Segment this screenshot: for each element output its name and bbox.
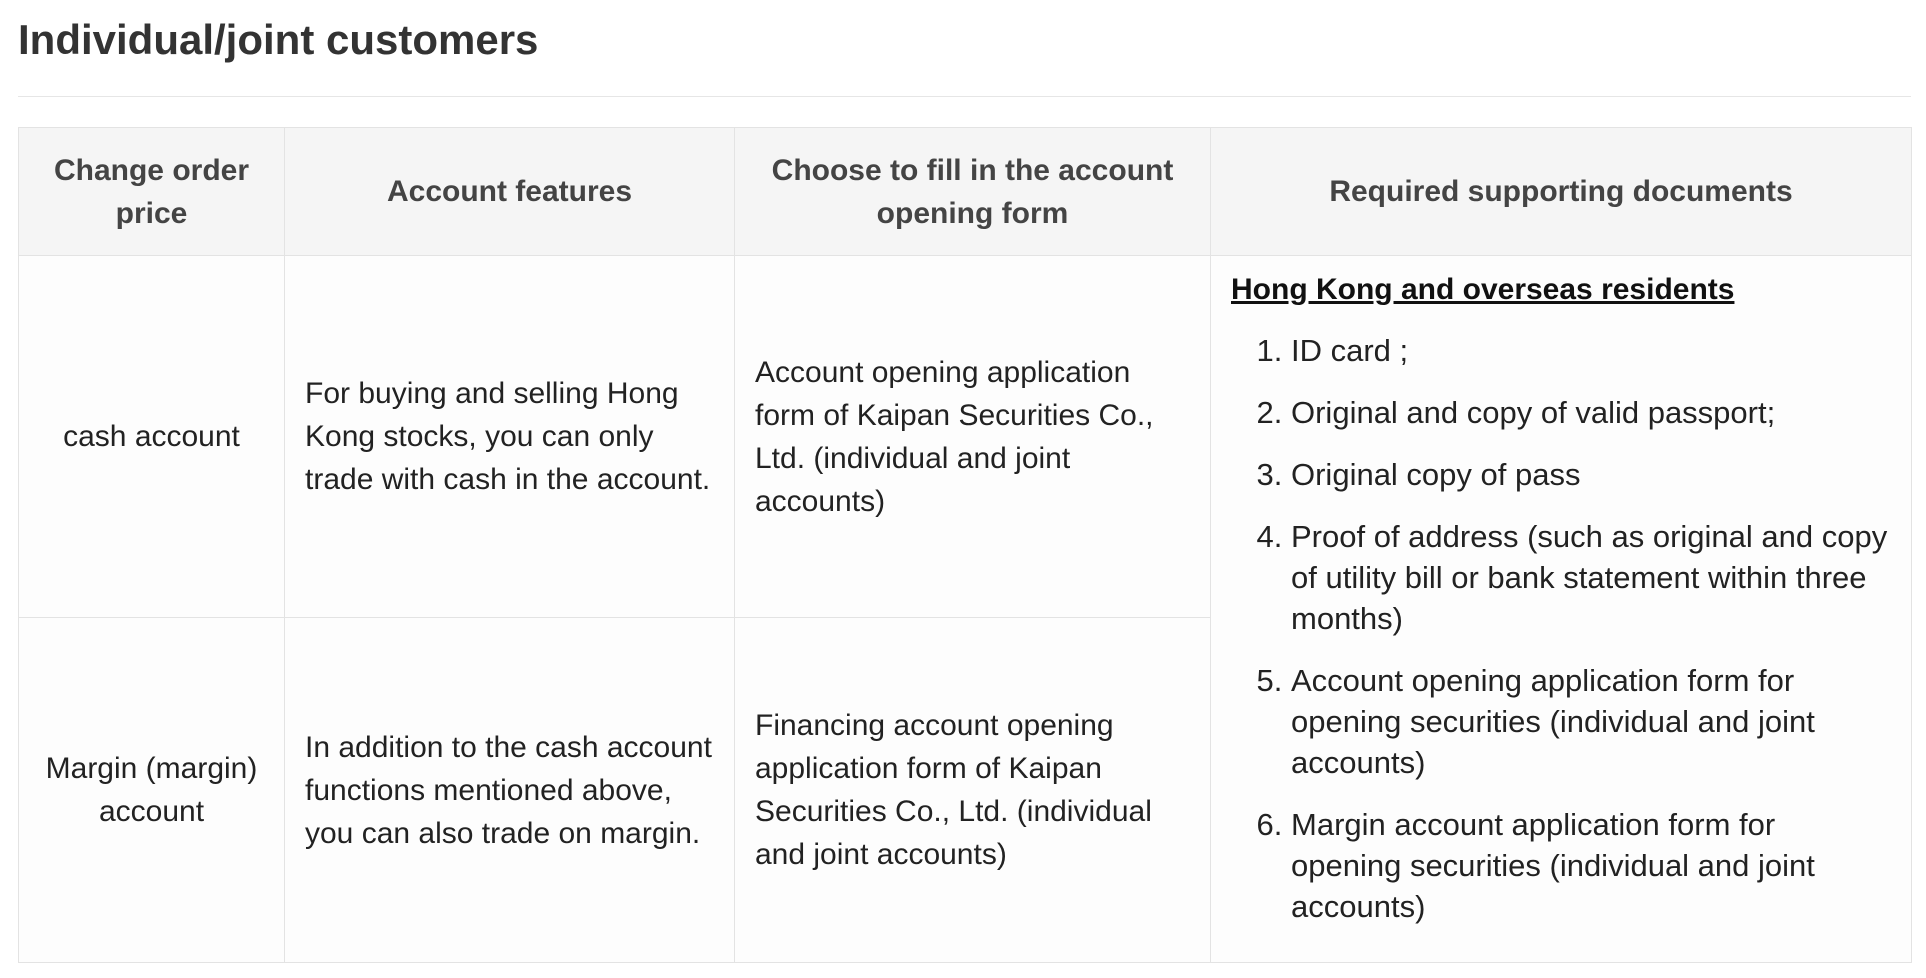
document-item-margin-form: 6. Margin account application form for opening securities (individual and joint accounts) xyxy=(1291,804,1891,927)
cell-account-type: Margin (margin) account xyxy=(19,618,285,963)
header-account-features: Account features xyxy=(285,128,735,256)
table-header-row xyxy=(19,128,1912,256)
cell-account-type: cash account xyxy=(19,256,285,618)
documents-heading: Hong Kong and overseas residents xyxy=(1231,273,1735,306)
header-required-documents: Required supporting documents xyxy=(1211,128,1912,256)
cell-account-features: In addition to the cash account functions mentioned above, you can also trade on margin. xyxy=(285,618,735,963)
account-types-table xyxy=(18,127,1912,963)
documents-list xyxy=(1231,330,1891,927)
page-title: Individual/joint customers xyxy=(18,16,539,63)
document-item-passport: 2. Original and copy of valid passport; xyxy=(1291,392,1891,433)
title-divider xyxy=(18,96,1911,97)
header-change-order-price: Change order price xyxy=(19,128,285,256)
cell-account-opening-form: Account opening application form of Kaipan Securities Co., Ltd. (individual and joint accounts) xyxy=(735,256,1211,618)
header-account-opening-form: Choose to fill in the account opening form xyxy=(735,128,1211,256)
document-item-id-card: 1. ID card ; xyxy=(1291,330,1891,371)
document-item-proof-of-address: 4. Proof of address (such as original and copy of utility bill or bank statement within three months) xyxy=(1291,516,1891,639)
page-container xyxy=(18,0,1911,963)
document-item-pass: 3. Original copy of pass xyxy=(1291,454,1891,495)
cell-required-documents xyxy=(1211,256,1912,963)
cell-account-opening-form: Financing account opening application form of Kaipan Securities Co., Ltd. (individual and joint accounts) xyxy=(735,618,1211,963)
cell-account-features: For buying and selling Hong Kong stocks, you can only trade with cash in the account. xyxy=(285,256,735,618)
table-row-cash-account xyxy=(19,256,1912,618)
document-item-account-opening-form: 5. Account opening application form for opening securities (individual and joint accounts) xyxy=(1291,660,1891,783)
